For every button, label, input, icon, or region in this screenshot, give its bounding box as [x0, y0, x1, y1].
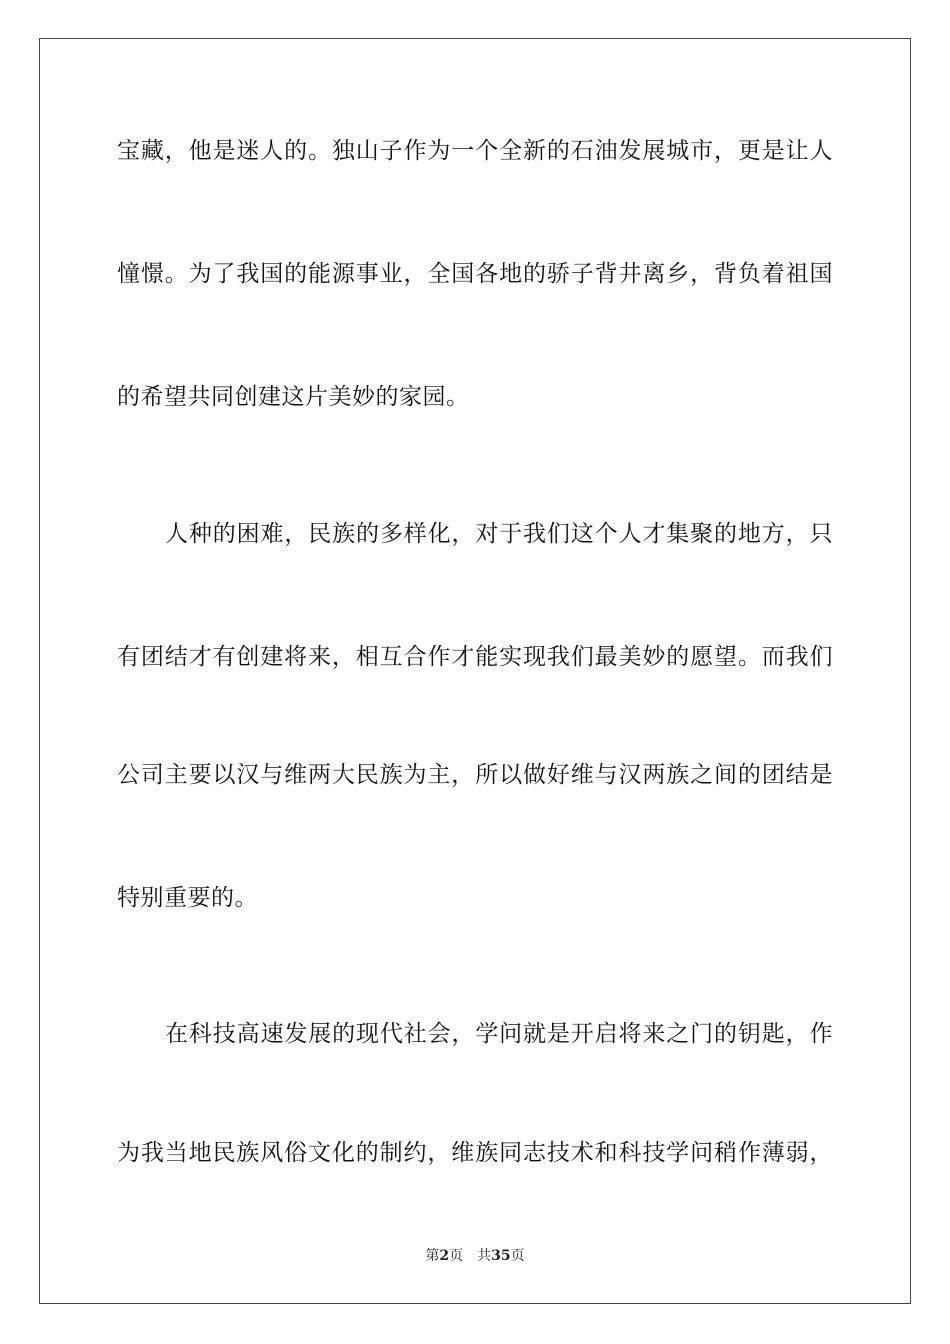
text-line-8: 在科技高速发展的现代社会，学问就是开启将来之门的钥匙，作	[165, 1021, 833, 1047]
footer-total-suffix: 页	[510, 1248, 525, 1264]
text-line-7: 特别重要的。	[117, 885, 258, 911]
text-line-1: 宝藏，他是迷人的。独山子作为一个全新的石油发展城市，更是让人	[117, 138, 833, 164]
text-line-5: 有团结才有创建将来，相互合作才能实现我们最美妙的愿望。而我们	[117, 644, 833, 670]
footer-page-number: 2	[439, 1248, 450, 1264]
text-line-4: 人种的困难，民族的多样化，对于我们这个人才集聚的地方，只	[165, 521, 833, 547]
text-line-9: 为我当地民族风俗文化的制约，维族同志技术和科技学问稍作薄弱，	[117, 1140, 833, 1166]
footer-page-suffix: 页	[449, 1248, 464, 1264]
footer-page-prefix: 第	[425, 1248, 440, 1264]
page-footer	[0, 1246, 950, 1266]
footer-total-prefix: 共	[477, 1248, 492, 1264]
text-line-3: 的希望共同创建这片美妙的家园。	[117, 384, 470, 410]
text-line-6: 公司主要以汉与维两大民族为主，所以做好维与汉两族之间的团结是	[117, 762, 833, 788]
footer-total-pages: 35	[491, 1248, 511, 1264]
text-line-2: 憧憬。为了我国的能源事业，全国各地的骄子背井离乡，背负着祖国	[117, 261, 833, 287]
